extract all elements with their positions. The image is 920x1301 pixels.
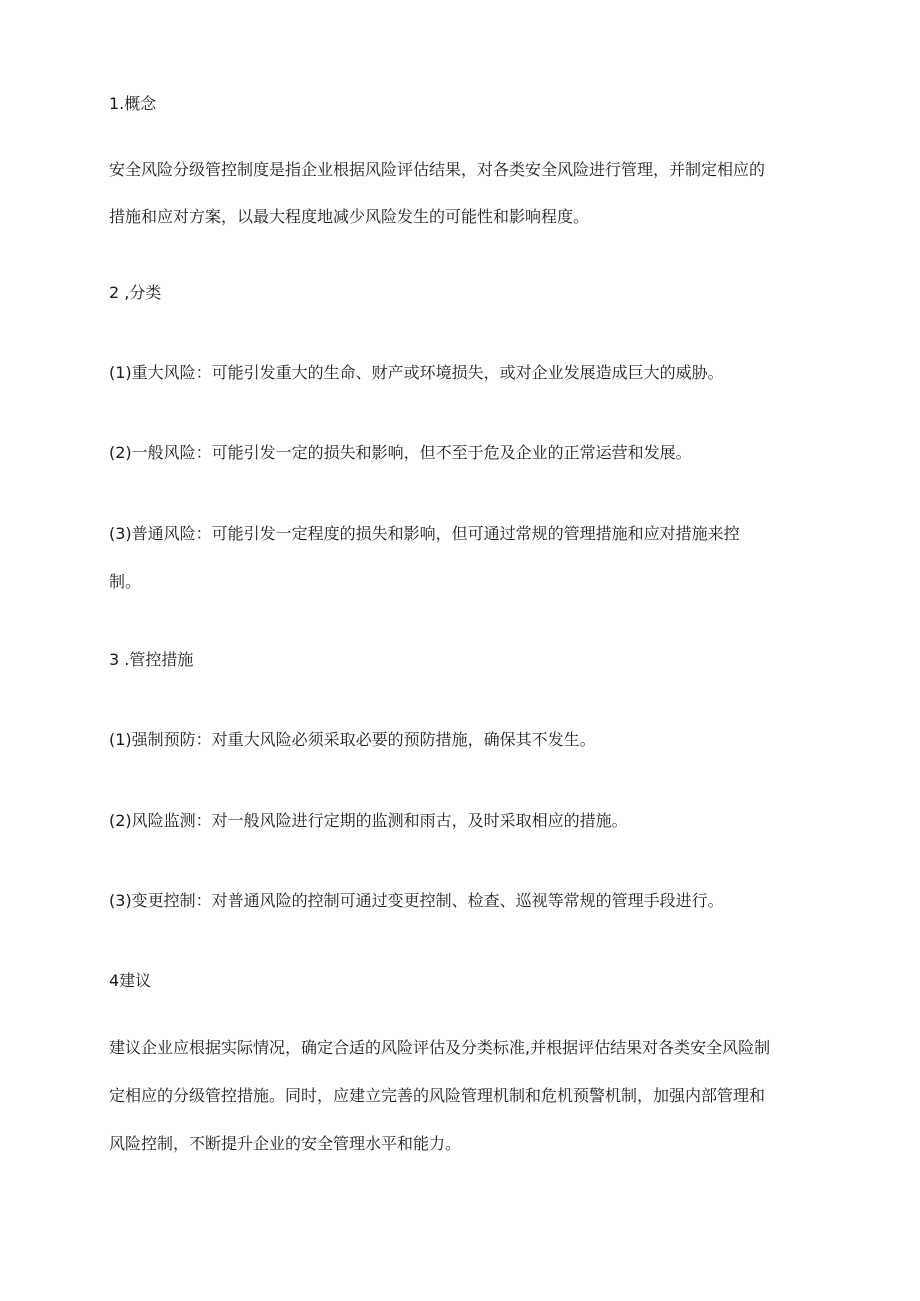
section-heading-classification: 2 ,分类 <box>109 283 162 302</box>
section-heading-suggestions: 4建议 <box>109 971 152 990</box>
suggestion-paragraph-line: 建议企业应根据实际情况，确定合适的风险评估及分类标准,并根据评估结果对各类安全风险制 <box>109 1038 771 1057</box>
classification-item-general: (2)一般风险：可能引发一定的损失和影响，但不至于危及企业的正常运营和发展。 <box>109 443 692 462</box>
suggestion-paragraph-line: 定相应的分级管控措施。同时，应建立完善的风险管理机制和危机预警机制，加强内部管理和 <box>109 1086 766 1105</box>
classification-item-major: (1)重大风险：可能引发重大的生命、财产或环境损失，或对企业发展造成巨大的威胁。 <box>109 363 724 382</box>
classification-item-ordinary-cont: 制。 <box>109 572 142 591</box>
measure-item-change-control: (3)变更控制：对普通风险的控制可通过变更控制、检查、巡视等常规的管理手段进行。 <box>109 891 724 910</box>
section-heading-concept: 1.概念 <box>109 94 157 113</box>
section-heading-control-measures: 3 .管控措施 <box>109 650 194 669</box>
suggestion-paragraph-line: 风险控制，不断提升企业的安全管理水平和能力。 <box>109 1134 462 1153</box>
classification-item-ordinary: (3)普通风险：可能引发一定程度的损失和影响，但可通过常规的管理措施和应对措施来控 <box>109 524 740 543</box>
concept-paragraph-line: 安全风险分级管控制度是指企业根据风险评估结果，对各类安全风险进行管理，并制定相应的 <box>109 160 766 179</box>
concept-paragraph-line: 措施和应对方案，以最大程度地减少风险发生的可能性和影响程度。 <box>109 207 590 226</box>
measure-item-prevention: (1)强制预防：对重大风险必须采取必要的预防措施，确保其不发生。 <box>109 730 596 749</box>
measure-item-monitoring: (2)风险监测：对一般风险进行定期的监测和雨古，及时采取相应的措施。 <box>109 811 628 830</box>
